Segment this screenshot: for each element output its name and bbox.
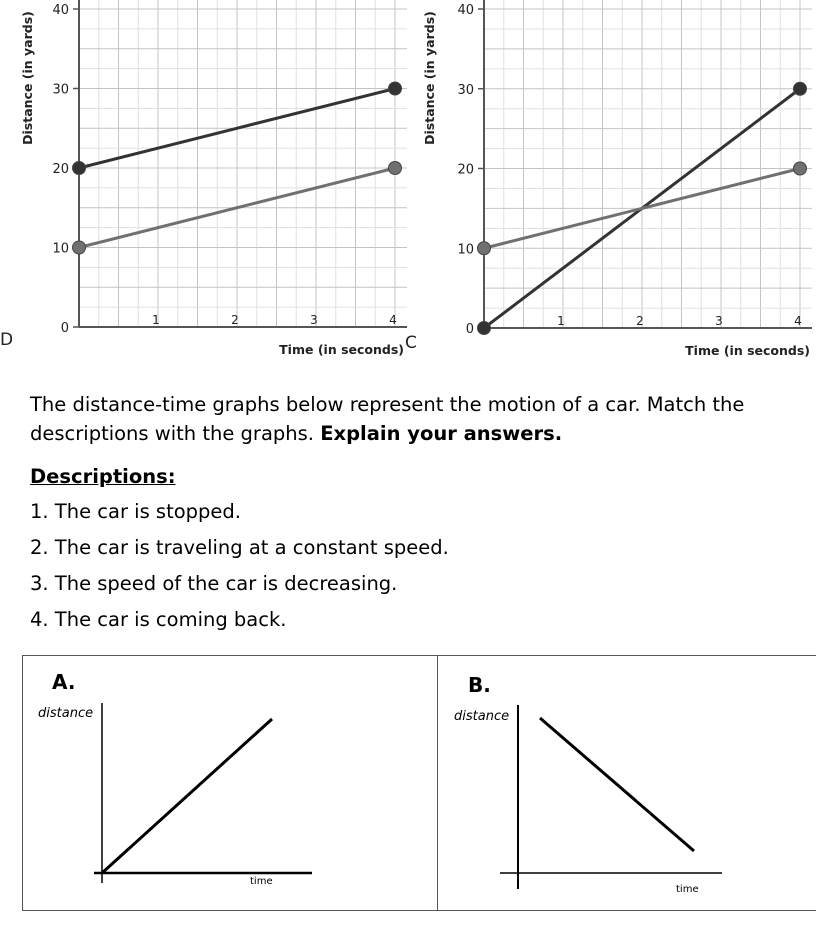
y-tick-label: 10: [457, 242, 474, 258]
x-tick-label: 4: [794, 314, 802, 328]
x-tick-label: 2: [636, 314, 644, 328]
distance-time-chart-left: [0, 0, 410, 370]
y-tick-label: 40: [52, 3, 69, 18]
data-point: [73, 162, 86, 175]
y-tick-label: 0: [60, 321, 69, 336]
description-item-2: 2. The car is traveling at a constant speed.: [30, 536, 449, 559]
chart-corner-label-d: D: [0, 330, 14, 350]
x-tick-label: 4: [389, 313, 397, 327]
y-axis-label: Distance (in yards): [20, 11, 35, 145]
description-item-3: 3. The speed of the car is decreasing.: [30, 572, 398, 595]
x-axis-label: Time (in seconds): [279, 342, 404, 357]
x-tick-label: 1: [152, 313, 160, 327]
y-tick-label: 10: [52, 241, 69, 257]
x-tick-label: 3: [715, 314, 723, 328]
question-text: [30, 390, 790, 448]
descriptions-heading: Descriptions:: [30, 465, 176, 488]
y-tick-label: 30: [52, 82, 69, 98]
y-tick-label: 0: [465, 322, 474, 337]
sketch-graph-a: [22, 655, 438, 911]
distance-time-chart-right: [408, 0, 816, 370]
y-tick-label: 20: [52, 162, 69, 177]
sketch-graph-b: [438, 655, 816, 911]
question-intro: The distance-time graphs below represent the motion of a car. Match the descriptions with the graphs.: [30, 393, 745, 445]
sketch-b-line: [540, 718, 694, 851]
data-point: [478, 242, 491, 255]
x-tick-label: 3: [310, 313, 318, 327]
y-tick-label: 40: [457, 3, 474, 18]
sketch-a-label: A.: [52, 670, 76, 694]
data-point: [73, 241, 86, 254]
description-item-1: 1. The car is stopped.: [30, 500, 241, 523]
y-tick-label: 20: [457, 162, 474, 178]
x-axis-label: Time (in seconds): [685, 343, 810, 358]
x-tick-label: 1: [557, 314, 565, 328]
description-item-4: 4. The car is coming back.: [30, 608, 287, 631]
data-point: [478, 322, 491, 335]
sketch-a-line: [102, 719, 272, 873]
data-point: [389, 162, 402, 175]
sketch-a-ylabel: distance: [38, 706, 94, 721]
chart-corner-label-c: C: [405, 333, 417, 353]
question-emphasis: Explain your answers.: [320, 422, 563, 445]
y-tick-label: 30: [457, 82, 474, 98]
sketch-b-label: B.: [468, 673, 491, 697]
x-tick-label: 2: [231, 313, 239, 327]
y-axis-label: Distance (in yards): [422, 11, 437, 145]
data-point: [794, 162, 807, 175]
sketch-b-xlabel: time: [676, 884, 699, 895]
question-block: [30, 390, 790, 641]
sketch-a-xlabel: time: [250, 876, 273, 887]
data-point: [389, 82, 402, 95]
sketch-b-ylabel: distance: [454, 709, 510, 724]
data-point: [794, 82, 807, 95]
